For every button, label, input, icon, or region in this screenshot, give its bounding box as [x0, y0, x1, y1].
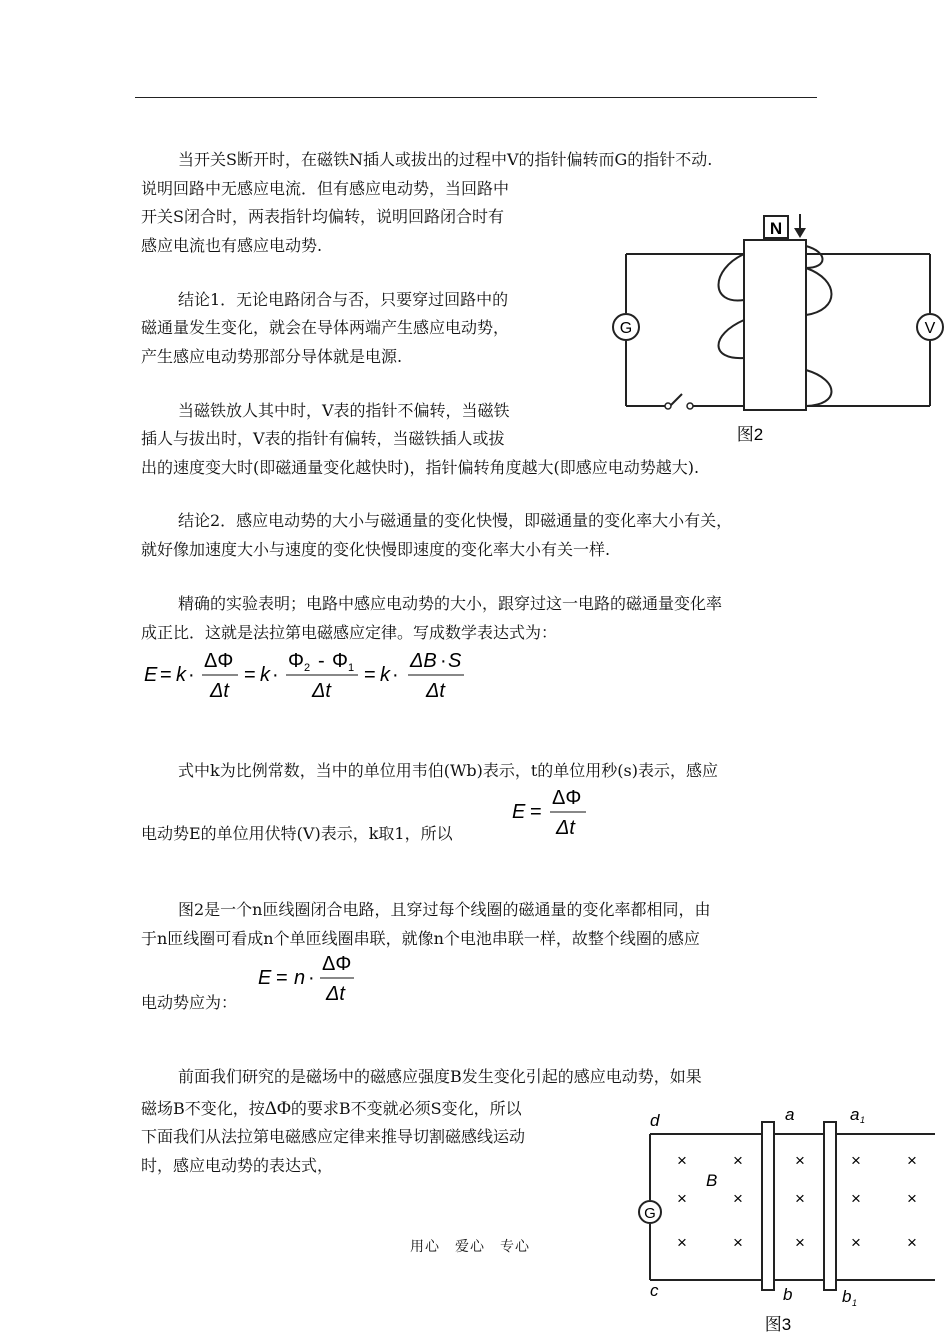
- text-line: 成正比．这就是法拉第电磁感应定律。写成数学表达式为：: [141, 623, 558, 642]
- text-line: 精确的实验表明；电路中感应电动势的大小，跟穿过这一电路的磁通量变化率: [178, 594, 723, 613]
- svg-text:×: ×: [907, 1189, 917, 1208]
- text-line: 当开关S断开时，在磁铁N插人或拔出的过程中V的指针偏转而G的指针不动.: [178, 150, 713, 169]
- svg-text:×: ×: [851, 1233, 861, 1252]
- formula-sub2: 2: [304, 662, 311, 674]
- svg-text:a: a: [785, 1105, 795, 1124]
- text-line: 磁通量发生变化，就会在导体两端产生感应电动势，: [141, 318, 510, 337]
- svg-text:×: ×: [733, 1189, 743, 1208]
- formula-dot: ·: [392, 664, 399, 686]
- formula-dot: ·: [188, 664, 195, 686]
- svg-text:×: ×: [795, 1189, 805, 1208]
- header-rule: [135, 97, 817, 98]
- galvanometer-label: G: [619, 320, 633, 337]
- formula-dot: ·: [272, 664, 279, 686]
- down-arrow-icon: [794, 228, 806, 238]
- svg-text:×: ×: [907, 1151, 917, 1170]
- svg-text:b: b: [783, 1285, 793, 1304]
- formula-E: E: [144, 664, 158, 686]
- svg-text:ΔΦ: ΔΦ: [552, 787, 582, 809]
- svg-text:×: ×: [851, 1189, 861, 1208]
- svg-text:×: ×: [851, 1151, 861, 1170]
- formula-k: k: [260, 664, 270, 686]
- svg-text:n: n: [294, 967, 306, 989]
- svg-text:×: ×: [795, 1151, 805, 1170]
- svg-text:·: ·: [308, 967, 315, 989]
- formula-sub1: 1: [348, 662, 355, 674]
- text-line: 前面我们研究的是磁场中的磁感应强度B发生变化引起的感应电动势，如果: [178, 1067, 702, 1086]
- svg-text:Δt: Δt: [556, 817, 575, 839]
- text-line: 下面我们从法拉第电磁感应定律来推导切割磁感线运动: [141, 1127, 526, 1146]
- text-line: 就好像加速度大小与速度的变化快慢即速度的变化率大小有关一样.: [141, 540, 611, 559]
- formula-dt: Δt: [312, 680, 331, 702]
- svg-text:1: 1: [852, 1298, 858, 1308]
- figure-3-rails: [630, 1104, 940, 1336]
- formula-dphi: ΔΦ: [204, 650, 234, 672]
- svg-text:×: ×: [677, 1151, 687, 1170]
- text-line: 感应电流也有感应电动势.: [141, 236, 323, 255]
- svg-text:ΔΦ: ΔΦ: [322, 953, 352, 975]
- text-line: 出的速度变大时(即磁通量变化越快时)，指针偏转角度越大(即感应电动势越大).: [141, 458, 700, 477]
- svg-text:G: G: [644, 1205, 656, 1222]
- text-line: 时，感应电动势的表达式，: [141, 1156, 334, 1175]
- svg-text:=: =: [530, 801, 542, 823]
- formula-eq: =: [364, 664, 376, 686]
- formula-emf-n-turns: [254, 952, 364, 1008]
- formula-dt: Δt: [426, 680, 445, 702]
- text-line: 式中k为比例常数，当中的单位用韦伯(Wb)表示，t的单位用秒(s)表示，感应: [178, 761, 718, 780]
- formula-k: k: [176, 664, 186, 686]
- text-line: 产生感应电动势那部分导体就是电源.: [141, 347, 403, 366]
- formula-S: S: [448, 650, 462, 672]
- formula-eq: =: [244, 664, 256, 686]
- svg-text:E: E: [258, 967, 272, 989]
- text-line: 开关S闭合时，两表指针均偏转，说明回路闭合时有: [141, 207, 504, 226]
- figure-3-caption: 图3: [764, 1315, 792, 1334]
- text-line: 当磁铁放人其中时，V表的指针不偏转，当磁铁: [178, 401, 510, 420]
- formula-dot: ·: [440, 650, 447, 672]
- svg-text:b: b: [842, 1287, 852, 1306]
- svg-text:×: ×: [795, 1233, 805, 1252]
- svg-text:×: ×: [677, 1233, 687, 1252]
- page-footer: 用心 爱心 专心: [410, 1239, 530, 1255]
- formula-dt: Δt: [210, 680, 229, 702]
- svg-text:c: c: [650, 1281, 659, 1300]
- svg-text:=: =: [276, 967, 288, 989]
- svg-text:1: 1: [860, 1115, 866, 1125]
- text-line: 说明回路中无感应电流．但有感应电动势，当回路中: [141, 179, 510, 198]
- figure-2-coil-circuit: [610, 210, 945, 450]
- text-line: 电动势应为：: [141, 993, 238, 1012]
- formula-emf: [508, 786, 598, 842]
- svg-text:×: ×: [907, 1233, 917, 1252]
- formula-dB: ΔB: [410, 650, 437, 672]
- svg-text:×: ×: [733, 1151, 743, 1170]
- text-line: 磁场B不变化，按ΔΦ的要求B不变就必须S变化，所以: [141, 1098, 522, 1119]
- voltmeter-label: V: [924, 320, 936, 337]
- svg-text:a: a: [850, 1105, 860, 1124]
- figure-2-caption: 图2: [736, 425, 764, 444]
- svg-text:d: d: [650, 1111, 660, 1130]
- text-line: 电动势E的单位用伏特(V)表示，k取1，所以: [141, 824, 453, 843]
- formula-minus: -: [318, 650, 325, 672]
- text-line: 结论1．无论电路闭合与否，只要穿过回路中的: [178, 290, 509, 309]
- svg-text:×: ×: [677, 1189, 687, 1208]
- text-line: 插人与拔出时，V表的指针有偏转，当磁铁插人或拔: [141, 429, 505, 448]
- text-line: 于n匝线圈可看成n个单匝线圈串联，就像n个电池串联一样，故整个线圈的感应: [141, 929, 700, 948]
- svg-text:B: B: [706, 1171, 718, 1190]
- svg-text:Δt: Δt: [326, 983, 345, 1005]
- formula-eq: =: [160, 664, 172, 686]
- magnet-N-label: N: [769, 219, 783, 238]
- text-line: 结论2．感应电动势的大小与磁通量的变化快慢，即磁通量的变化率大小有关，: [178, 511, 733, 530]
- formula-phi2: Φ: [288, 650, 304, 672]
- text-line: 图2是一个n匝线圈闭合电路，且穿过每个线圈的磁通量的变化率都相同，由: [178, 900, 711, 919]
- faraday-law-formula: [140, 645, 480, 707]
- formula-phi1: Φ: [332, 650, 348, 672]
- svg-text:E: E: [512, 801, 526, 823]
- formula-k: k: [380, 664, 390, 686]
- svg-text:×: ×: [733, 1233, 743, 1252]
